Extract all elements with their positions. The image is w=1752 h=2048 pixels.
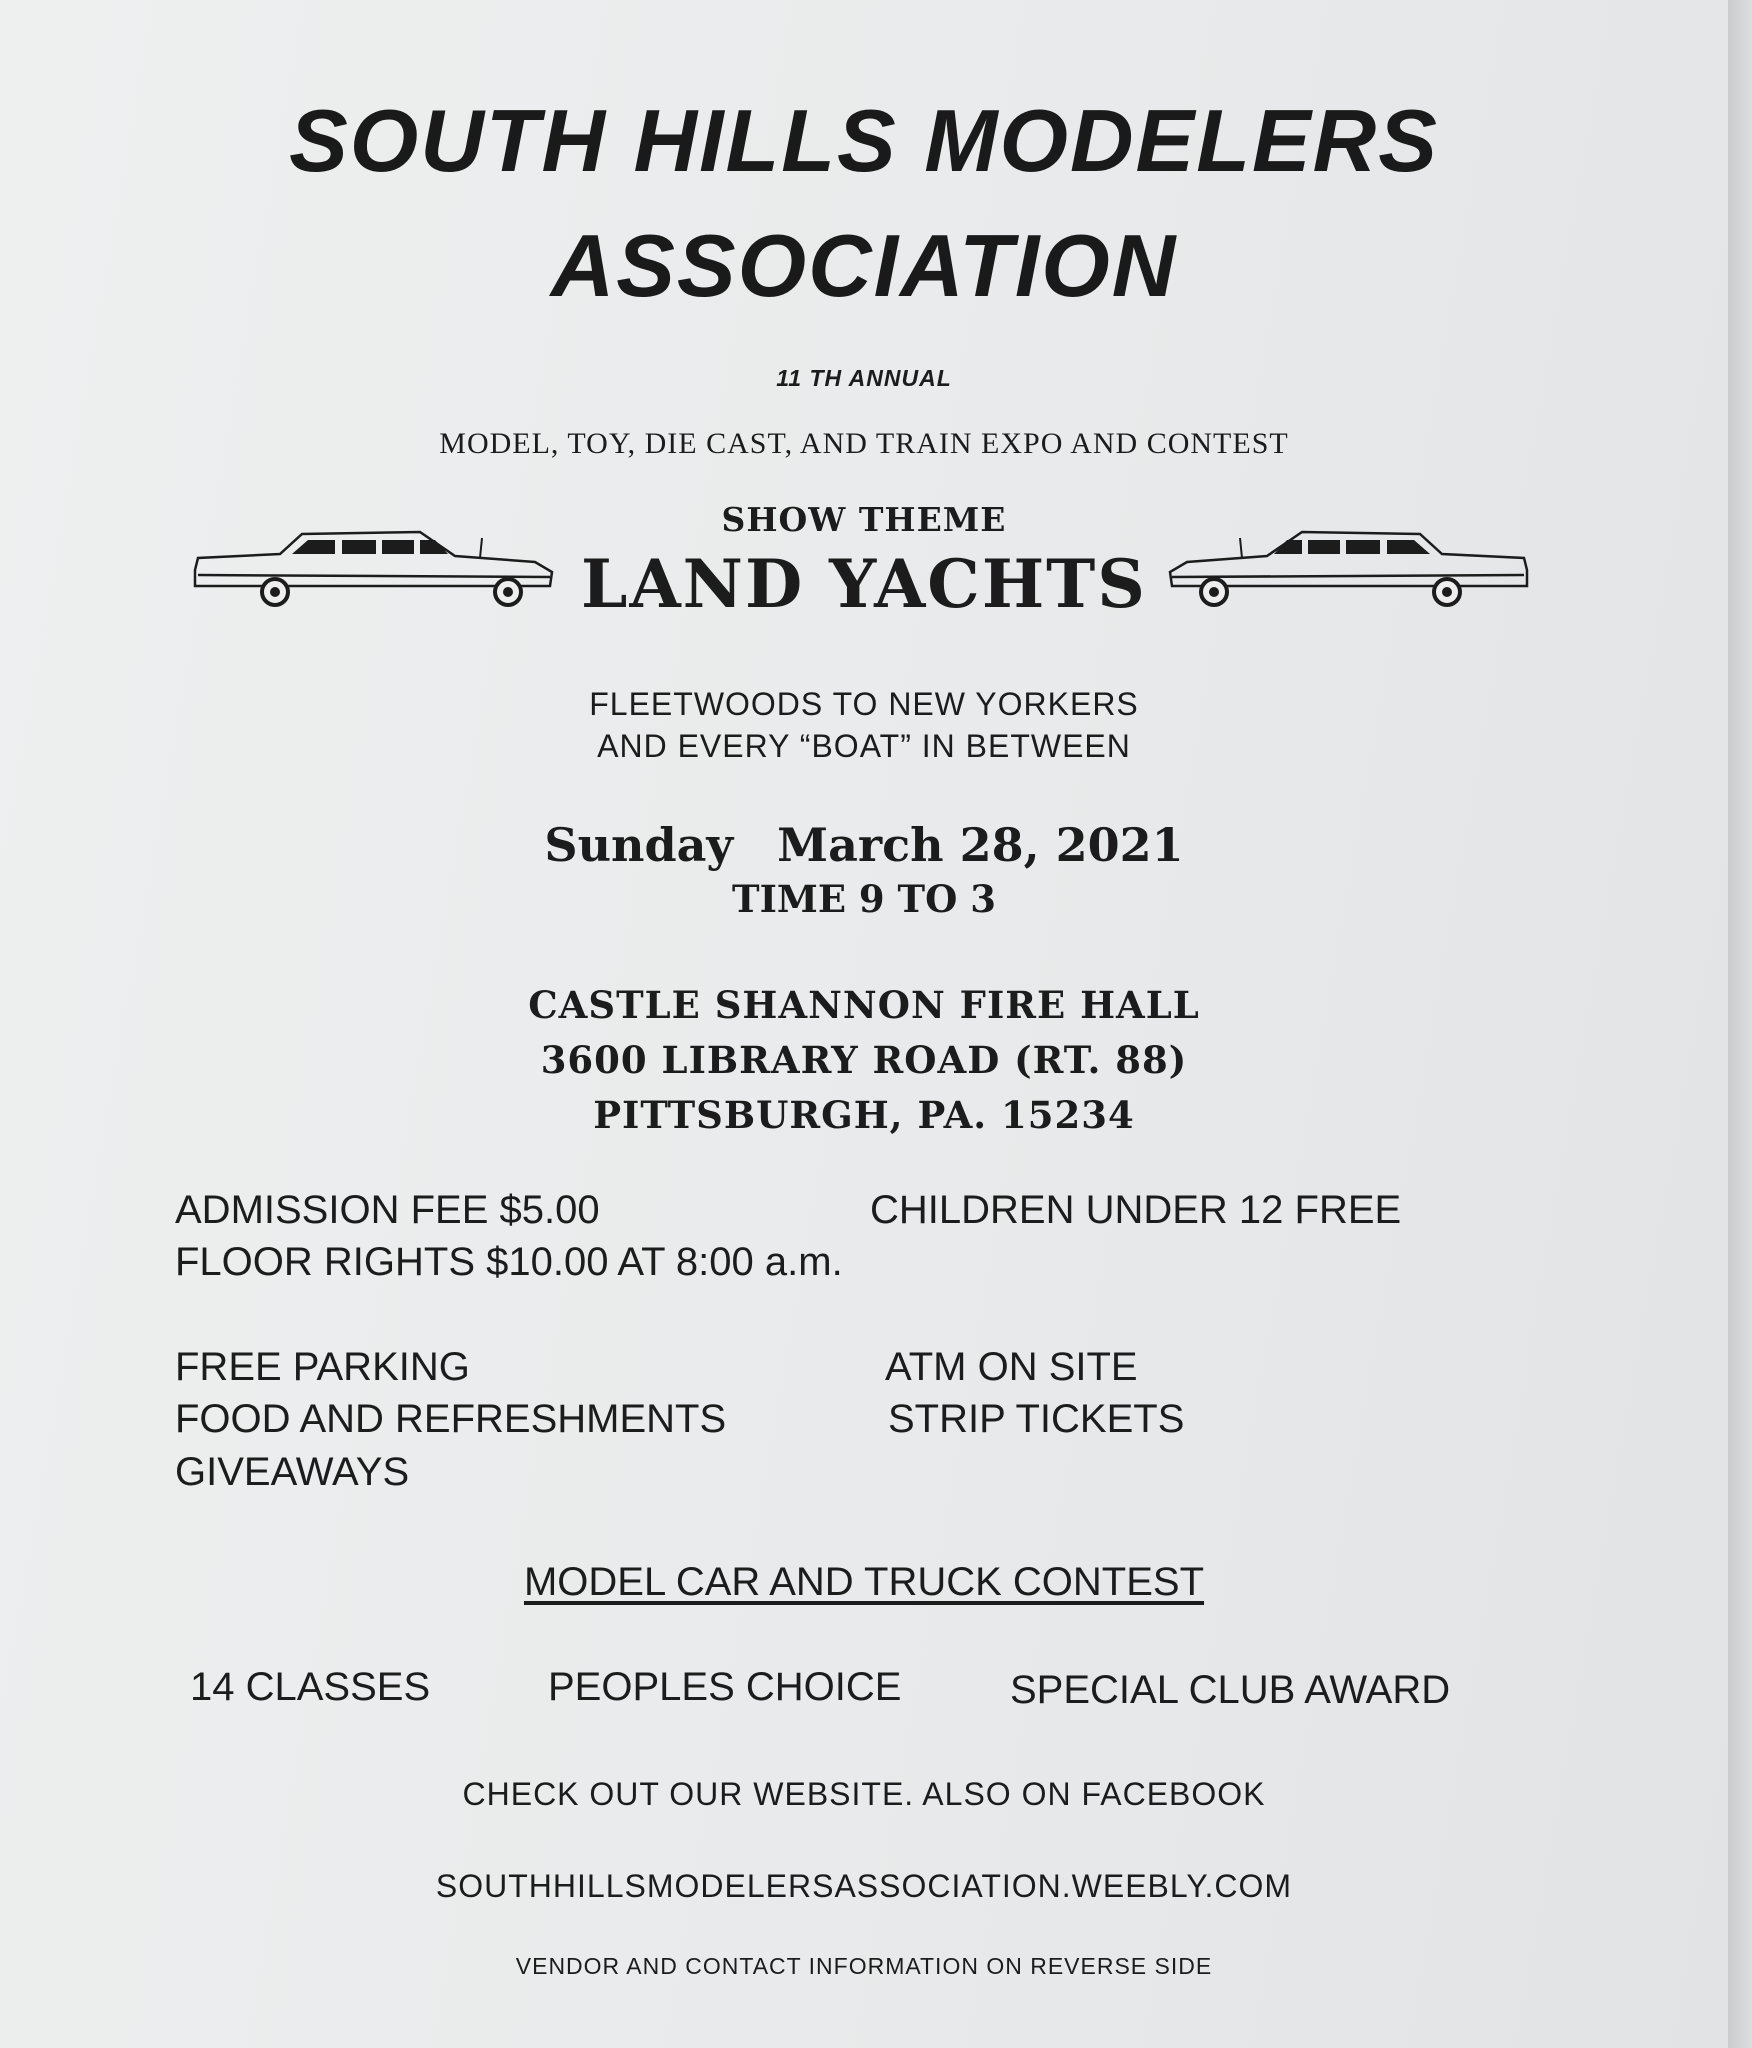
tagline-line-2: AND EVERY “BOAT” IN BETWEEN — [597, 728, 1131, 764]
event-date — [0, 818, 1728, 872]
children-free: CHILDREN UNDER 12 FREE — [870, 1188, 1402, 1232]
event-time: TIME 9 TO 3 — [732, 877, 996, 921]
website-url: SOUTHHILLSMODELERSASSOCIATION.WEEBLY.COM — [435, 1868, 1293, 1904]
amenity-right-1: ATM ON SITE — [885, 1345, 1138, 1389]
venue-address-2: PITTSBURGH, PA. 15234 — [593, 1093, 1135, 1137]
website-note: CHECK OUT OUR WEBSITE. ALSO ON FACEBOOK — [462, 1776, 1266, 1812]
amenity-left-1: FREE PARKING — [175, 1345, 470, 1389]
floor-rights: FLOOR RIGHTS $10.00 AT 8:00 a.m. — [175, 1240, 843, 1284]
theme-label: SHOW THEME — [721, 500, 1007, 539]
contest-peoples-choice: PEOPLES CHOICE — [548, 1665, 902, 1709]
title-line-1: SOUTH HILLS MODELERS — [289, 91, 1439, 190]
event-date-value: March 28, 2021 — [777, 818, 1184, 872]
contest-heading: MODEL CAR AND TRUCK CONTEST — [523, 1560, 1205, 1604]
limousine-icon — [190, 520, 560, 615]
amenity-left-3: GIVEAWAYS — [175, 1450, 410, 1494]
venue-name: CASTLE SHANNON FIRE HALL — [528, 983, 1200, 1027]
annual-label: 11 TH ANNUAL — [776, 365, 952, 391]
contest-classes: 14 CLASSES — [190, 1665, 431, 1709]
venue-address-1: 3600 LIBRARY ROAD (RT. 88) — [540, 1038, 1188, 1082]
event-type: MODEL, TOY, DIE CAST, AND TRAIN EXPO AND CONTEST — [439, 427, 1289, 460]
limousine-icon — [1162, 520, 1532, 615]
vendor-note: VENDOR AND CONTACT INFORMATION ON REVERSE SIDE — [515, 1953, 1213, 1979]
tagline-line-1: FLEETWOODS TO NEW YORKERS — [589, 686, 1139, 722]
page-edge — [1728, 0, 1752, 2048]
amenity-right-2: STRIP TICKETS — [888, 1397, 1185, 1441]
admission-fee: ADMISSION FEE $5.00 — [175, 1188, 600, 1232]
event-day: Sunday — [544, 818, 734, 872]
title-line-2: ASSOCIATION — [550, 216, 1178, 315]
amenity-left-2: FOOD AND REFRESHMENTS — [175, 1397, 727, 1441]
theme-title: LAND YACHTS — [581, 545, 1147, 623]
contest-club-award: SPECIAL CLUB AWARD — [1010, 1668, 1451, 1712]
